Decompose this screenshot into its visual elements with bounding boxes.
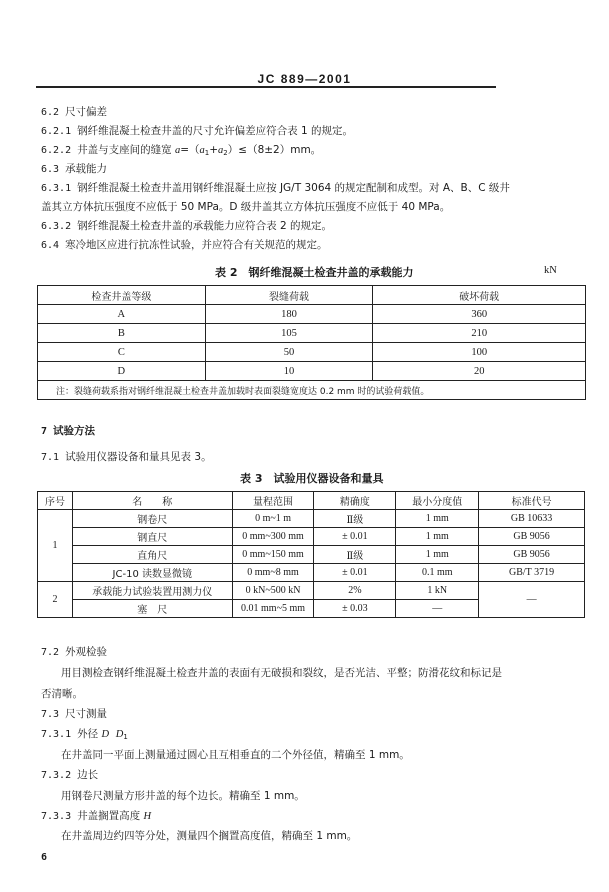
range-cell: 0 m~1 m bbox=[232, 510, 314, 528]
table-2-caption: 表 2 钢纤维混凝土检查井盖的承载能力 bbox=[215, 266, 414, 279]
header-name: 名 称 bbox=[72, 492, 232, 510]
header-range: 量程范围 bbox=[232, 492, 314, 510]
table-note-row bbox=[38, 381, 586, 400]
section-7-3-1 bbox=[41, 727, 128, 744]
grade-cell: D bbox=[38, 362, 206, 381]
section-7-3-3-text: 在井盖周边约四等分处，测量四个搁置高度值，精确至 1 mm。 bbox=[61, 830, 358, 842]
section-title: 尺寸偏差 bbox=[65, 106, 108, 118]
table-3-instruments bbox=[37, 491, 585, 618]
min-division-cell: — bbox=[396, 600, 479, 618]
table-2-load-capacity bbox=[37, 285, 586, 400]
failure-load-cell: 20 bbox=[373, 362, 586, 381]
range-cell: 0 mm~150 mm bbox=[232, 546, 314, 564]
section-title: 承载能力 bbox=[65, 163, 108, 175]
header-min-division: 最小分度值 bbox=[396, 492, 479, 510]
standard-code-cell: GB/T 3719 bbox=[479, 564, 585, 582]
section-number: 6.3.2 bbox=[41, 221, 72, 232]
table-header-row bbox=[38, 286, 586, 305]
standard-code-cell: GB 9056 bbox=[479, 528, 585, 546]
name-cell: 塞 尺 bbox=[72, 600, 232, 618]
section-number: 7.3.3 bbox=[41, 811, 72, 822]
section-number: 6.2 bbox=[41, 107, 60, 118]
section-number: 7.3.1 bbox=[41, 729, 72, 740]
header-rule bbox=[36, 86, 496, 88]
grade-cell: A bbox=[38, 305, 206, 324]
section-7-3-2 bbox=[41, 768, 98, 783]
range-cell: 0 kN~500 kN bbox=[232, 582, 314, 600]
variable-a2: a bbox=[218, 145, 224, 156]
section-text: 寒冷地区应进行抗冻性试验，并应符合有关规范的规定。 bbox=[65, 239, 328, 251]
table-row bbox=[38, 324, 586, 343]
crack-load-cell: 105 bbox=[205, 324, 373, 343]
section-number: 6.3 bbox=[41, 164, 60, 175]
plus-sign: + bbox=[209, 144, 219, 156]
header-grade: 检查井盖等级 bbox=[38, 286, 206, 305]
section-number: 7.3.2 bbox=[41, 770, 72, 781]
section-text: ）≤（8±2）mm。 bbox=[227, 144, 322, 156]
section-7-3-2-text: 用钢卷尺测量方形井盖的每个边长。精确至 1 mm。 bbox=[61, 790, 305, 802]
section-6-2-1 bbox=[41, 124, 353, 139]
section-7-3-3 bbox=[41, 809, 151, 824]
failure-load-cell: 360 bbox=[373, 305, 586, 324]
section-title: 外观检验 bbox=[65, 646, 108, 658]
failure-load-cell: 100 bbox=[373, 343, 586, 362]
section-text: 试验用仪器设备和量具见表 3。 bbox=[65, 451, 212, 463]
accuracy-cell: ± 0.03 bbox=[314, 600, 396, 618]
section-7 bbox=[41, 424, 95, 439]
range-cell: 0 mm~300 mm bbox=[232, 528, 314, 546]
section-text: 井盖与支座间的缝宽 bbox=[77, 144, 175, 156]
min-division-cell: 1 mm bbox=[396, 546, 479, 564]
accuracy-cell: Ⅱ级 bbox=[314, 546, 396, 564]
subscript: 1 bbox=[123, 733, 128, 741]
name-cell: 钢卷尺 bbox=[72, 510, 232, 528]
section-7-1 bbox=[41, 450, 212, 465]
section-7-2-text-continued: 否清晰。 bbox=[41, 688, 83, 700]
standard-code-cell: GB 10633 bbox=[479, 510, 585, 528]
section-6-3-1-continued: 盖其立方体抗压强度不应低于 50 MPa。D 级井盖其立方体抗压强度不应低于 40 MPa。 bbox=[41, 201, 451, 213]
section-title: 井盖搁置高度 bbox=[77, 810, 144, 822]
table-note: 注：裂缝荷载系指对钢纤维混凝土检查井盖加载时表面裂缝宽度达 0.2 mm 时的试验荷载值。 bbox=[38, 381, 586, 400]
seq-cell: 2 bbox=[38, 582, 73, 618]
variable-a1: a bbox=[199, 145, 205, 156]
table-row bbox=[38, 343, 586, 362]
standard-code-header: JC 889—2001 bbox=[257, 72, 352, 86]
header-failure-load: 破坏荷载 bbox=[373, 286, 586, 305]
section-title: 边长 bbox=[77, 769, 99, 781]
table-row bbox=[38, 564, 585, 582]
section-7-3 bbox=[41, 707, 107, 722]
subscript: 1 bbox=[204, 149, 210, 157]
name-cell: JC-10 读数显微镜 bbox=[72, 564, 232, 582]
section-number: 6.2.2 bbox=[41, 145, 72, 156]
section-6-3 bbox=[41, 162, 107, 177]
section-number: 7 bbox=[41, 426, 48, 437]
variable-d: D bbox=[101, 729, 110, 740]
table-row bbox=[38, 305, 586, 324]
section-title: 外径 bbox=[77, 728, 102, 740]
section-number: 7.1 bbox=[41, 452, 60, 463]
section-7-2-text: 用目测检查钢纤维混凝土检查井盖的表面有无破损和裂纹，是否光洁、平整；防滑花纹和标记是 bbox=[61, 667, 502, 679]
min-division-cell: 1 mm bbox=[396, 528, 479, 546]
crack-load-cell: 180 bbox=[205, 305, 373, 324]
variable-a: a bbox=[174, 145, 181, 156]
section-6-4 bbox=[41, 238, 328, 253]
seq-cell: 1 bbox=[38, 510, 73, 582]
accuracy-cell: Ⅱ级 bbox=[314, 510, 396, 528]
range-cell: 0 mm~8 mm bbox=[232, 564, 314, 582]
accuracy-cell: ± 0.01 bbox=[314, 528, 396, 546]
section-text: =（ bbox=[180, 144, 200, 156]
section-7-3-1-text: 在井盖同一平面上测量通过圆心且互相垂直的二个外径值，精确至 1 mm。 bbox=[61, 749, 410, 761]
crack-load-cell: 10 bbox=[205, 362, 373, 381]
variable-h: H bbox=[143, 811, 152, 822]
table-2-unit: kN bbox=[544, 265, 557, 276]
section-title: 尺寸测量 bbox=[65, 708, 108, 720]
grade-cell: B bbox=[38, 324, 206, 343]
standard-code-cell: — bbox=[479, 582, 585, 618]
table-row bbox=[38, 510, 585, 528]
range-cell: 0.01 mm~5 mm bbox=[232, 600, 314, 618]
section-text: 钢纤维混凝土检查井盖用钢纤维混凝土应按 JG/T 3064 的规定配制和成型。对 A、B、C 级井 bbox=[77, 182, 510, 194]
section-number: 6.3.1 bbox=[41, 183, 72, 194]
section-text: 钢纤维混凝土检查井盖的尺寸允许偏差应符合表 1 的规定。 bbox=[77, 125, 353, 137]
section-7-2 bbox=[41, 645, 107, 660]
table-row bbox=[38, 362, 586, 381]
header-crack-load: 裂缝荷载 bbox=[205, 286, 373, 305]
section-number: 6.2.1 bbox=[41, 126, 72, 137]
header-seq: 序号 bbox=[38, 492, 73, 510]
name-cell: 直角尺 bbox=[72, 546, 232, 564]
table-header-row bbox=[38, 492, 585, 510]
min-division-cell: 0.1 mm bbox=[396, 564, 479, 582]
variable-d1: D bbox=[115, 729, 124, 740]
page-number: 6 bbox=[41, 852, 48, 863]
name-cell: 承载能力试验装置用测力仪 bbox=[72, 582, 232, 600]
min-division-cell: 1 mm bbox=[396, 510, 479, 528]
section-number: 7.3 bbox=[41, 709, 60, 720]
section-text: 钢纤维混凝土检查井盖的承载能力应符合表 2 的规定。 bbox=[77, 220, 332, 232]
section-title: 试验方法 bbox=[53, 425, 96, 437]
table-row bbox=[38, 582, 585, 600]
section-number: 7.2 bbox=[41, 647, 60, 658]
crack-load-cell: 50 bbox=[205, 343, 373, 362]
table-3-caption: 表 3 试验用仪器设备和量具 bbox=[240, 472, 384, 485]
failure-load-cell: 210 bbox=[373, 324, 586, 343]
table-row bbox=[38, 528, 585, 546]
header-accuracy: 精确度 bbox=[314, 492, 396, 510]
min-division-cell: 1 kN bbox=[396, 582, 479, 600]
section-number: 6.4 bbox=[41, 240, 60, 251]
section-6-3-2 bbox=[41, 219, 332, 234]
subscript: 2 bbox=[223, 149, 228, 157]
header-standard-code: 标准代号 bbox=[479, 492, 585, 510]
accuracy-cell: ± 0.01 bbox=[314, 564, 396, 582]
section-6-3-1 bbox=[41, 181, 510, 196]
section-6-2 bbox=[41, 105, 107, 120]
grade-cell: C bbox=[38, 343, 206, 362]
accuracy-cell: 2% bbox=[314, 582, 396, 600]
name-cell: 钢直尺 bbox=[72, 528, 232, 546]
standard-code-cell: GB 9056 bbox=[479, 546, 585, 564]
section-6-2-2 bbox=[41, 143, 321, 160]
table-row bbox=[38, 546, 585, 564]
